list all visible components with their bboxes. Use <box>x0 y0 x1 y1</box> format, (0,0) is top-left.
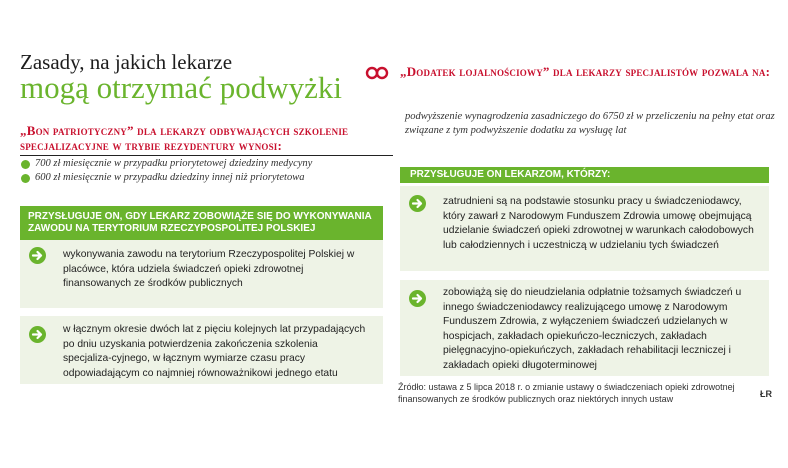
heading-divider <box>20 155 393 156</box>
condition-card <box>400 280 769 376</box>
list-item <box>20 157 400 171</box>
source-note: Źródło: ustawa z 5 lipca 2018 r. o zmianie ustawy o świadczeniach opieki zdrowotnej finansowanych ze środków publicznych oraz niektórych innych ustaw <box>398 382 735 404</box>
page-title-line-2: mogą otrzymać podwyżki <box>20 70 342 105</box>
condition-card-text: w łącznym okresie dwóch lat z pięciu kolejnych lat przypadających po dniu uzyskania potwierdzenia zakończenia szkolenia specjaliza-cyjnego, w łącznym wymiarze czasu pracy odpowiadającym co najmniej równoważnikowi jednego etatu <box>63 324 366 379</box>
bon-condition-bar: PRZYSŁUGUJE ON, GDY LEKARZ ZOBOWIĄŻE SIĘ DO WYKONYWANIA ZAWODU NA TERYTORIUM RZECZYPOSPOLITEJ POLSKIEJ <box>20 206 383 240</box>
arrow-right-circle-icon <box>29 326 46 343</box>
link-chain-icon <box>365 66 391 85</box>
condition-card <box>20 240 383 308</box>
bon-patriotyczny-heading: „Bon patriotyczny” dla lekarzy odbywających szkolenie specjalizacyjne w trybie rezydentury wynosi: <box>20 123 349 153</box>
arrow-right-circle-icon <box>29 247 46 264</box>
list-item-text: 600 zł miesięcznie w przypadku dziedziny innej niż priorytetowa <box>35 172 305 183</box>
list-item <box>20 171 400 185</box>
list-item-text: 700 zł miesięcznie w przypadku priorytetowej dziedziny medycyny <box>35 158 313 169</box>
condition-card <box>400 186 769 271</box>
arrow-right-circle-icon <box>409 290 426 307</box>
dodatek-condition-bar: PRZYSŁUGUJE ON LEKARZOM, KTÓRZY: <box>400 167 769 183</box>
page-title-line-1: Zasady, na jakich lekarze <box>20 50 233 74</box>
condition-card-text: zatrudnieni są na podstawie stosunku pracy u świadczeniodawcy, który zawarł z Narodowym Funduszem Zdrowia umowę obejmującą udzielanie świadczeń opieki zdrowotnej w warunkach całodobowych lub całodziennych i uczestniczą w udzielaniu tych świadczeń <box>443 196 754 251</box>
green-dot-icon <box>21 174 30 183</box>
green-dot-icon <box>21 160 30 169</box>
condition-card-text: wykonywania zawodu na terytorium Rzeczypospolitej Polskiej w placówce, która udziela świadczeń opieki zdrowotnej finansowanych ze środków publicznych <box>63 249 355 289</box>
dodatek-description: podwyższenie wynagrodzenia zasadniczego do 6750 zł w przeliczeniu na pełny etat oraz związane z tym podwyższenie dodatku za wysługę lat <box>405 111 775 136</box>
author-initials: ŁR <box>760 389 772 399</box>
condition-card <box>20 316 383 384</box>
bon-amount-list <box>20 157 400 185</box>
dodatek-lojalnosciowy-heading: „Dodatek lojalnościowy” dla lekarzy specjalistów pozwala na: <box>400 64 771 79</box>
condition-card-text: zobowiążą się do nieudzielania odpłatnie tożsamych świadczeń u innego świadczeniodawcy realizującego umowę z Narodowym Funduszem Zdrowia, z wyłączeniem świadczeń udzielanych w hospicjach, zakładach opiekuńczo-leczniczych, zakładach pielęgnacyjno-opiekuńczych, zakładach rehabilitacji leczniczej i zakładach opieki długoterminowej <box>443 287 742 371</box>
arrow-right-circle-icon <box>409 195 426 212</box>
